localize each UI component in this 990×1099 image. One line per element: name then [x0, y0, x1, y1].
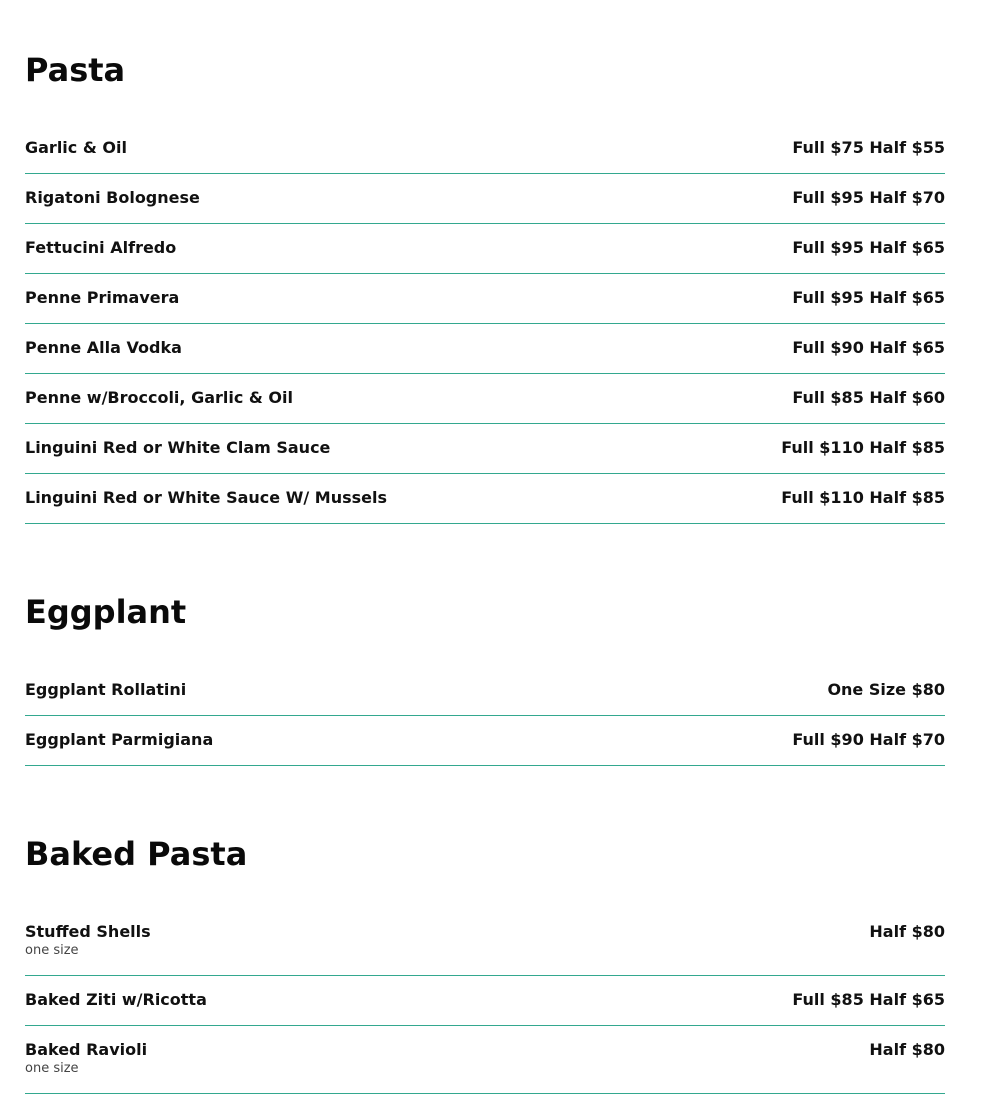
item-price: Full $95 Half $70	[792, 188, 945, 207]
menu-item	[25, 908, 945, 976]
item-price: One Size $80	[827, 680, 945, 699]
item-name: Linguini Red or White Sauce W/ Mussels	[25, 488, 387, 507]
item-note: one size	[25, 943, 79, 958]
item-price: Full $90 Half $70	[792, 730, 945, 749]
menu-item	[25, 174, 945, 224]
item-price: Full $110 Half $85	[781, 438, 945, 457]
item-note: one size	[25, 1061, 79, 1076]
item-name: Penne w/Broccoli, Garlic & Oil	[25, 388, 293, 407]
item-price: Full $110 Half $85	[781, 488, 945, 507]
item-name: Stuffed Shells	[25, 922, 151, 941]
menu-item	[25, 474, 945, 524]
menu-item	[25, 224, 945, 274]
item-price: Full $95 Half $65	[792, 288, 945, 307]
section-title: Eggplant	[25, 593, 187, 631]
item-name: Fettucini Alfredo	[25, 238, 177, 257]
section-title: Baked Pasta	[25, 835, 248, 873]
menu-item	[25, 374, 945, 424]
item-price: Full $90 Half $65	[792, 338, 945, 357]
menu-item	[25, 324, 945, 374]
menu-item	[25, 424, 945, 474]
item-name: Eggplant Rollatini	[25, 680, 187, 699]
item-name: Linguini Red or White Clam Sauce	[25, 438, 331, 457]
item-name: Penne Primavera	[25, 288, 180, 307]
item-price: Full $95 Half $65	[792, 238, 945, 257]
menu-item	[25, 124, 945, 174]
item-price: Full $85 Half $65	[792, 990, 945, 1009]
item-name: Garlic & Oil	[25, 138, 127, 157]
item-price: Full $85 Half $60	[792, 388, 945, 407]
item-price: Half $80	[869, 922, 945, 941]
item-name: Baked Ziti w/Ricotta	[25, 990, 207, 1009]
menu-item	[25, 976, 945, 1026]
menu-items-list	[25, 124, 945, 524]
menu-item	[25, 1026, 945, 1094]
menu-items-list	[25, 908, 945, 1094]
menu-item	[25, 716, 945, 766]
item-price: Full $75 Half $55	[792, 138, 945, 157]
item-name: Eggplant Parmigiana	[25, 730, 214, 749]
item-price: Half $80	[869, 1040, 945, 1059]
item-name: Baked Ravioli	[25, 1040, 148, 1059]
menu-item	[25, 274, 945, 324]
item-name: Penne Alla Vodka	[25, 338, 182, 357]
item-name: Rigatoni Bolognese	[25, 188, 200, 207]
menu-items-list	[25, 666, 945, 766]
menu-item	[25, 666, 945, 716]
section-title: Pasta	[25, 51, 126, 89]
